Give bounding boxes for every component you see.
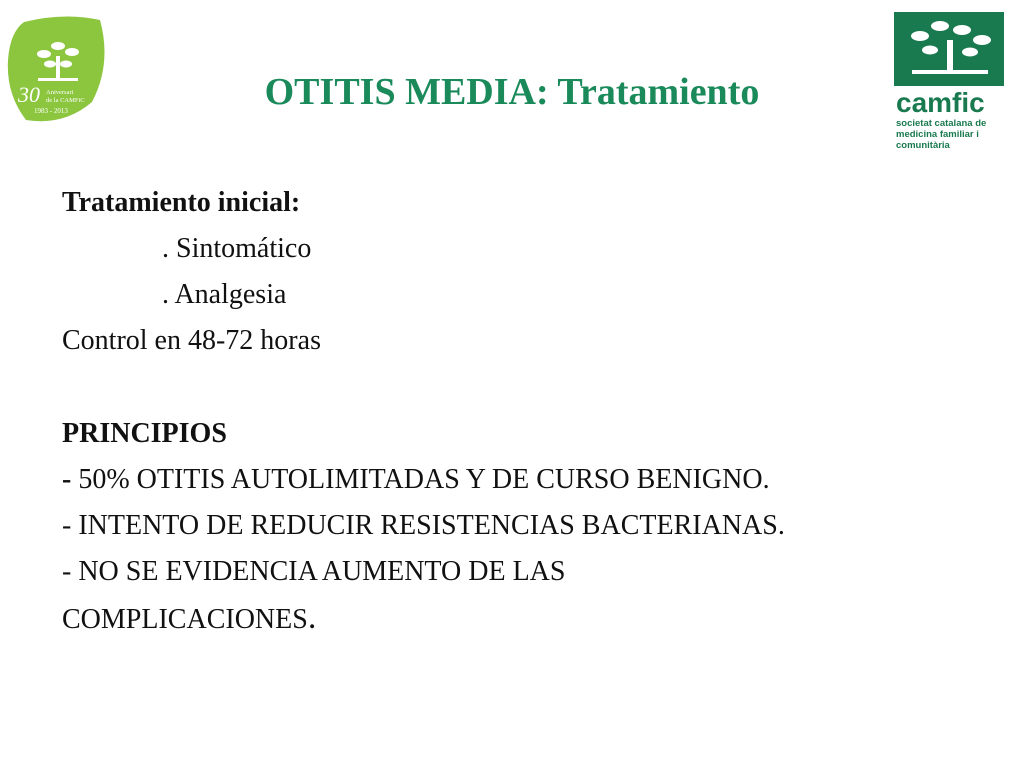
camfic-subtitle-3: comunitària <box>896 140 950 151</box>
principle-period: . <box>307 599 317 636</box>
list-item-analgesia: . Analgesia <box>162 279 287 310</box>
principle-line-2: - INTENTO DE REDUCIR RESISTENCIAS BACTERIANAS. <box>62 510 785 541</box>
anniversary-number: 30 <box>18 82 40 107</box>
camfic-subtitle-1: societat catalana de <box>896 118 987 129</box>
principle-line-3: - NO SE EVIDENCIA AUMENTO DE LAS <box>62 556 566 587</box>
principle-dash: - <box>62 464 72 495</box>
slide-title: OTITIS MEDIA: Tratamiento <box>264 71 760 113</box>
spacer <box>62 364 785 411</box>
anniversary-text-1: Aniversari <box>46 89 74 96</box>
control-text: Control en 48-72 horas <box>62 325 321 356</box>
principle-text-4: COMPLICACIONES <box>62 604 308 635</box>
list-item-sintomatico: . Sintomático <box>162 233 312 264</box>
anniversary-text-2: de la CAMFiC <box>46 97 85 104</box>
anniversary-years: 1983 - 2013 <box>34 107 68 115</box>
section-heading-tratamiento: Tratamiento inicial: <box>62 187 301 218</box>
slide-body <box>62 180 785 643</box>
camfic-wordmark: camfic <box>896 87 985 118</box>
principle-line-4 <box>62 595 785 643</box>
camfic-subtitle-2: medicina familiar i <box>896 129 979 140</box>
principle-text-1: 50% OTITIS AUTOLIMITADAS Y DE CURSO BENIGNO. <box>71 464 770 495</box>
section-heading-principios: PRINCIPIOS <box>62 418 227 449</box>
principle-line-1 <box>62 457 785 503</box>
